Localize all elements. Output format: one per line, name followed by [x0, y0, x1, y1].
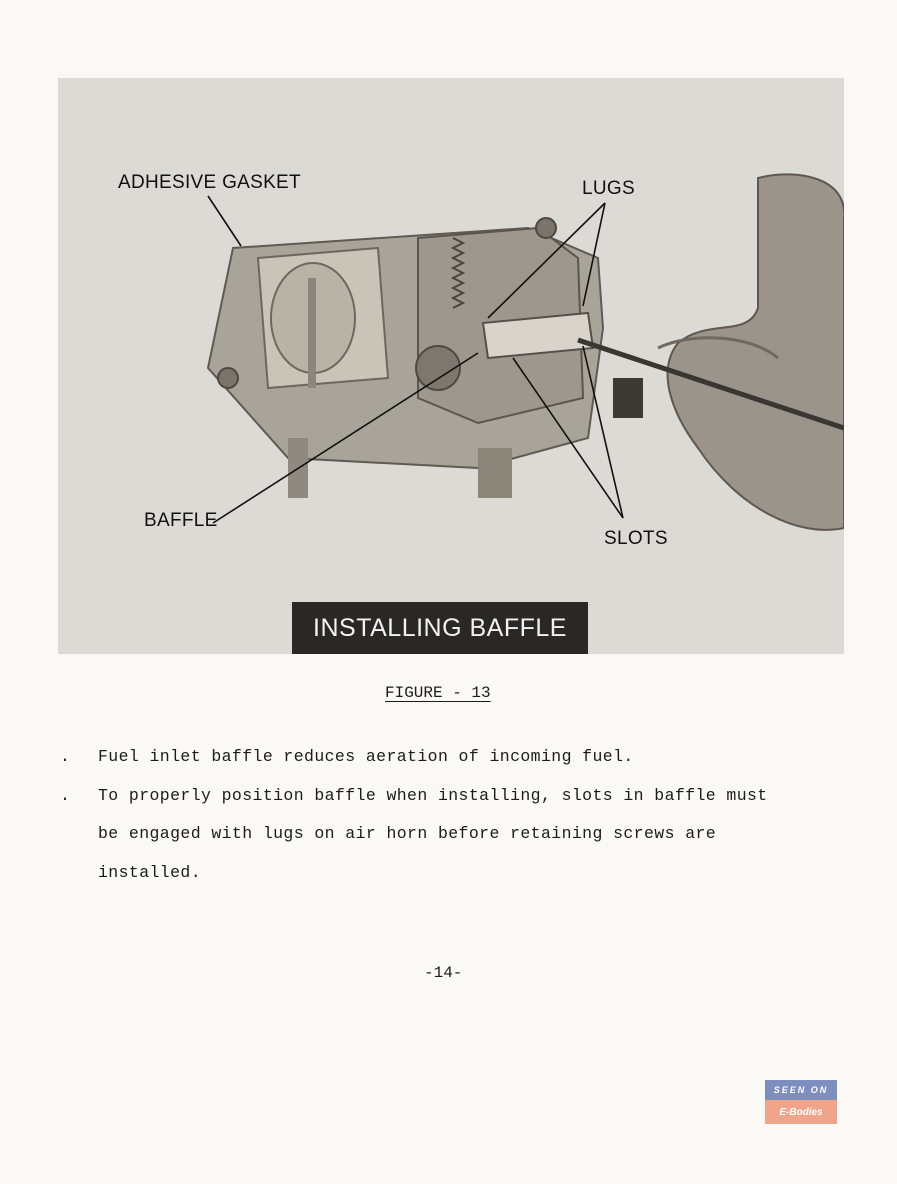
figure-photo [58, 78, 844, 654]
carburetor-body [208, 218, 643, 498]
bullet-text: To properly position baffle when installing, slots in baffle must be engaged with lugs on air horn before retaining screws are installed. [98, 785, 768, 882]
figure-banner: INSTALLING BAFFLE [292, 602, 588, 654]
list-item [60, 777, 780, 893]
bullet-text: Fuel inlet baffle reduces aeration of incoming fuel. [98, 747, 634, 766]
bullet-list [60, 738, 780, 892]
page-number: -14- [424, 964, 463, 982]
watermark-bottom: E-Bodies [765, 1100, 837, 1124]
callout-slots: SLOTS [604, 528, 668, 549]
bullet-marker: . [60, 785, 71, 805]
hand-with-tweezers [578, 174, 844, 530]
watermark-top: SEEN ON [765, 1080, 837, 1100]
carburetor-illustration [58, 78, 844, 654]
callout-baffle: BAFFLE [144, 510, 218, 531]
figure-caption: FIGURE - 13 [385, 684, 491, 702]
bullet-marker: . [60, 747, 71, 766]
callout-lugs: LUGS [582, 178, 635, 199]
callout-adhesive-gasket: ADHESIVE GASKET [118, 172, 301, 193]
list-item [60, 738, 780, 777]
watermark-logo [765, 1080, 837, 1124]
